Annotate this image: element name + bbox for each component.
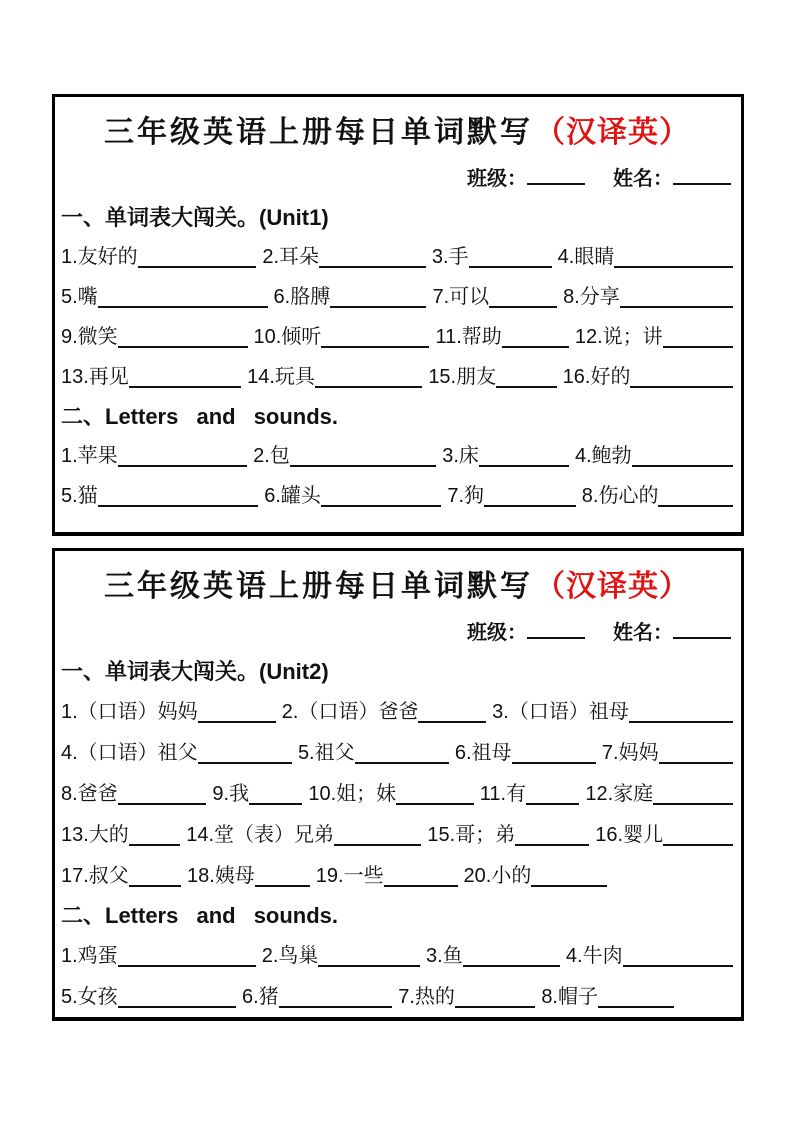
answer-blank bbox=[629, 718, 733, 723]
vocab-item-label: 18.姨母 bbox=[186, 865, 255, 887]
answer-blank bbox=[659, 759, 733, 764]
vocab-item bbox=[447, 486, 575, 507]
vocab-item bbox=[298, 743, 449, 764]
answer-blank bbox=[129, 882, 181, 887]
vocab-item-label: 17.叔父 bbox=[61, 865, 129, 887]
vocab-item-label: 11.帮助 bbox=[435, 326, 502, 348]
vocab-item bbox=[247, 367, 422, 388]
answer-blank bbox=[318, 962, 420, 967]
vocab-item-label: 6.罐头 bbox=[264, 485, 321, 507]
vocab-item-label: 10.姐；妹 bbox=[308, 783, 397, 805]
vocab-item bbox=[442, 446, 569, 467]
vocab-item bbox=[61, 327, 248, 348]
worksheet-sheet-2 bbox=[52, 548, 744, 1021]
answer-blank bbox=[512, 759, 596, 764]
vocab-item bbox=[435, 327, 568, 348]
vocab-item-label: 1.鸡蛋 bbox=[61, 945, 118, 967]
vocab-item bbox=[595, 825, 733, 846]
answer-blank bbox=[502, 343, 569, 348]
vocab-item bbox=[558, 247, 733, 268]
vocab-row bbox=[61, 932, 733, 973]
sheet-title bbox=[61, 107, 733, 151]
vocab-item-label: 5.嘴 bbox=[61, 286, 98, 308]
vocab-item bbox=[492, 702, 733, 723]
answer-blank bbox=[479, 462, 569, 467]
name-blank bbox=[673, 163, 731, 185]
vocab-item-label: 11.有 bbox=[479, 783, 527, 805]
answer-blank bbox=[515, 841, 589, 846]
answer-blank bbox=[279, 1003, 393, 1008]
vocab-row bbox=[61, 811, 733, 852]
vocab-item bbox=[455, 743, 596, 764]
sheet-title-text: 三年级英语上册每日单词默写 bbox=[104, 116, 533, 149]
vocab-item-label: 8.分享 bbox=[563, 286, 620, 308]
row-end-spacer bbox=[674, 1007, 733, 1008]
sheet-title-note: （汉译英） bbox=[535, 570, 690, 603]
vocab-item-label: 4.（口语）祖父 bbox=[61, 742, 198, 764]
name-group bbox=[613, 622, 731, 644]
vocab-item bbox=[427, 825, 589, 846]
vocab-item bbox=[602, 743, 733, 764]
vocab-row bbox=[61, 473, 733, 513]
vocab-item bbox=[274, 287, 427, 308]
answer-blank bbox=[620, 303, 733, 308]
answer-blank bbox=[321, 343, 429, 348]
letters-rows bbox=[61, 433, 733, 513]
name-label: 姓名： bbox=[613, 622, 673, 644]
vocab-item-label: 8.帽子 bbox=[541, 986, 598, 1008]
answer-blank bbox=[598, 1003, 674, 1008]
answer-blank bbox=[98, 303, 268, 308]
answer-blank bbox=[455, 1003, 535, 1008]
section-2-heading: 二、Letters and sounds. bbox=[61, 903, 339, 928]
vocab-item bbox=[187, 866, 310, 887]
vocab-item bbox=[61, 702, 276, 723]
vocab-item-label: 3.鱼 bbox=[426, 945, 463, 967]
vocab-item bbox=[480, 784, 580, 805]
answer-blank bbox=[531, 882, 607, 887]
vocab-item-label: 15.朋友 bbox=[428, 366, 497, 388]
vocab-item bbox=[428, 367, 556, 388]
vocab-item-label: 15.哥；弟 bbox=[427, 824, 516, 846]
vocab-item-label: 1.苹果 bbox=[61, 445, 118, 467]
class-label: 班级： bbox=[467, 622, 527, 644]
vocab-item-label: 3.（口语）祖母 bbox=[492, 701, 629, 723]
vocab-item-label: 4.眼睛 bbox=[557, 246, 615, 268]
vocab-item bbox=[426, 946, 560, 967]
answer-blank bbox=[418, 718, 486, 723]
section-1-heading: 一、单词表大闯关。(Unit1) bbox=[61, 205, 329, 230]
vocab-item bbox=[61, 367, 241, 388]
letters-rows bbox=[61, 932, 733, 1014]
vocab-item bbox=[316, 866, 458, 887]
sheet-title-note: （汉译英） bbox=[535, 116, 690, 149]
name-blank bbox=[673, 617, 731, 639]
class-name-row bbox=[61, 617, 731, 649]
vocab-item bbox=[61, 987, 236, 1008]
vocab-item bbox=[186, 825, 421, 846]
answer-blank bbox=[384, 882, 458, 887]
vocab-item-label: 13.大的 bbox=[61, 824, 129, 846]
vocab-item bbox=[242, 987, 392, 1008]
vocab-item-label: 8.伤心的 bbox=[581, 485, 659, 507]
class-blank bbox=[527, 617, 585, 639]
vocab-item bbox=[61, 446, 247, 467]
vocab-row bbox=[61, 852, 733, 893]
vocab-item-label: 3.床 bbox=[442, 445, 479, 467]
vocab-item-label: 16.婴儿 bbox=[595, 824, 664, 846]
vocab-item-label: 2.鸟巢 bbox=[261, 945, 319, 967]
vocab-item-label: 1.（口语）妈妈 bbox=[61, 701, 198, 723]
name-label: 姓名： bbox=[613, 168, 673, 190]
vocab-item-label: 9.我 bbox=[212, 783, 250, 805]
answer-blank bbox=[489, 303, 557, 308]
vocab-item bbox=[575, 327, 733, 348]
answer-blank bbox=[630, 383, 733, 388]
vocab-item bbox=[212, 784, 302, 805]
section-2-heading: 二、Letters and sounds. bbox=[61, 404, 339, 429]
vocab-item-label: 6.胳膊 bbox=[273, 286, 331, 308]
answer-blank bbox=[653, 800, 733, 805]
answer-blank bbox=[118, 462, 247, 467]
class-blank bbox=[527, 163, 585, 185]
vocab-item-label: 2.（口语）爸爸 bbox=[281, 701, 419, 723]
name-group bbox=[613, 168, 731, 190]
vocab-rows bbox=[61, 234, 733, 394]
answer-blank bbox=[98, 502, 259, 507]
vocab-item bbox=[432, 287, 557, 308]
answer-blank bbox=[290, 462, 436, 467]
answer-blank bbox=[118, 1003, 236, 1008]
vocab-item-label: 13.再见 bbox=[61, 366, 129, 388]
vocab-row bbox=[61, 274, 733, 314]
answer-blank bbox=[198, 759, 292, 764]
vocab-item-label: 12.说；讲 bbox=[574, 326, 663, 348]
answer-blank bbox=[129, 841, 180, 846]
vocab-item-label: 10.倾听 bbox=[253, 326, 322, 348]
worksheet-sheet-1 bbox=[52, 94, 744, 536]
vocab-row bbox=[61, 433, 733, 473]
vocab-item bbox=[262, 946, 420, 967]
section-1-heading: 一、单词表大闯关。(Unit2) bbox=[61, 659, 329, 684]
answer-blank bbox=[355, 759, 449, 764]
answer-blank bbox=[198, 718, 276, 723]
answer-blank bbox=[526, 800, 579, 805]
vocab-item bbox=[585, 784, 733, 805]
vocab-item bbox=[262, 247, 426, 268]
answer-blank bbox=[663, 343, 733, 348]
answer-blank bbox=[138, 263, 257, 268]
vocab-item-label: 16.好的 bbox=[562, 366, 631, 388]
vocab-row bbox=[61, 354, 733, 394]
vocab-row bbox=[61, 234, 733, 274]
vocab-item bbox=[541, 987, 673, 1008]
vocab-item bbox=[254, 327, 430, 348]
vocab-item bbox=[61, 247, 256, 268]
vocab-item bbox=[398, 987, 535, 1008]
vocab-item-label: 6.祖母 bbox=[454, 742, 512, 764]
class-name-row bbox=[61, 163, 731, 195]
vocab-item bbox=[61, 486, 258, 507]
vocab-item bbox=[61, 866, 181, 887]
answer-blank bbox=[118, 962, 256, 967]
vocab-item-label: 5.女孩 bbox=[61, 986, 118, 1008]
vocab-item-label: 12.家庭 bbox=[585, 783, 654, 805]
answer-blank bbox=[118, 343, 248, 348]
answer-blank bbox=[658, 502, 733, 507]
vocab-item-label: 9.微笑 bbox=[61, 326, 118, 348]
vocab-item bbox=[61, 287, 268, 308]
vocab-item bbox=[432, 247, 552, 268]
class-label: 班级： bbox=[467, 168, 527, 190]
vocab-item bbox=[563, 367, 733, 388]
answer-blank bbox=[623, 962, 733, 967]
vocab-item bbox=[253, 446, 436, 467]
row-end-spacer bbox=[607, 886, 733, 887]
answer-blank bbox=[632, 462, 733, 467]
vocab-row bbox=[61, 688, 733, 729]
vocab-item-label: 8.爸爸 bbox=[61, 783, 118, 805]
vocab-item-label: 1.友好的 bbox=[61, 246, 138, 268]
answer-blank bbox=[496, 383, 557, 388]
vocab-item-label: 7.狗 bbox=[447, 485, 485, 507]
answer-blank bbox=[319, 263, 426, 268]
vocab-item bbox=[282, 702, 486, 723]
vocab-item-label: 20.小的 bbox=[463, 865, 532, 887]
vocab-item-label: 4.鲍勃 bbox=[575, 445, 632, 467]
vocab-row bbox=[61, 314, 733, 354]
vocab-item bbox=[61, 825, 180, 846]
vocab-item-label: 5.猫 bbox=[61, 485, 98, 507]
vocab-rows bbox=[61, 688, 733, 893]
answer-blank bbox=[330, 303, 426, 308]
vocab-item-label: 7.热的 bbox=[398, 986, 455, 1008]
vocab-item-label: 14.堂（表）兄弟 bbox=[186, 824, 335, 846]
answer-blank bbox=[255, 882, 310, 887]
sheet-title bbox=[61, 561, 733, 605]
vocab-item bbox=[575, 446, 733, 467]
vocab-item-label: 2.耳朵 bbox=[262, 246, 320, 268]
vocab-item-label: 5.祖父 bbox=[297, 742, 355, 764]
vocab-item bbox=[464, 866, 608, 887]
vocab-item-label: 7.可以 bbox=[432, 286, 490, 308]
vocab-item bbox=[61, 743, 292, 764]
answer-blank bbox=[396, 800, 474, 805]
answer-blank bbox=[484, 502, 576, 507]
sheet-title-text: 三年级英语上册每日单词默写 bbox=[104, 570, 533, 603]
vocab-item-label: 6.猪 bbox=[241, 986, 279, 1008]
vocab-row bbox=[61, 770, 733, 811]
answer-blank bbox=[463, 962, 560, 967]
vocab-item-label: 3.手 bbox=[431, 246, 469, 268]
vocab-item-label: 4.牛肉 bbox=[565, 945, 623, 967]
vocab-item bbox=[264, 486, 441, 507]
answer-blank bbox=[321, 502, 441, 507]
vocab-item-label: 7.妈妈 bbox=[601, 742, 659, 764]
answer-blank bbox=[118, 800, 207, 805]
vocab-item bbox=[582, 486, 733, 507]
vocab-item-label: 14.玩具 bbox=[247, 366, 315, 388]
answer-blank bbox=[315, 383, 422, 388]
vocab-row bbox=[61, 973, 733, 1014]
answer-blank bbox=[663, 841, 733, 846]
answer-blank bbox=[614, 263, 733, 268]
answer-blank bbox=[249, 800, 302, 805]
answer-blank bbox=[334, 841, 421, 846]
vocab-item bbox=[61, 946, 256, 967]
vocab-item bbox=[61, 784, 206, 805]
vocab-item bbox=[563, 287, 733, 308]
vocab-row bbox=[61, 729, 733, 770]
vocab-item bbox=[566, 946, 733, 967]
answer-blank bbox=[469, 263, 552, 268]
vocab-item-label: 2.包 bbox=[253, 445, 290, 467]
vocab-item bbox=[308, 784, 473, 805]
vocab-item-label: 19.一些 bbox=[315, 865, 384, 887]
answer-blank bbox=[129, 383, 241, 388]
